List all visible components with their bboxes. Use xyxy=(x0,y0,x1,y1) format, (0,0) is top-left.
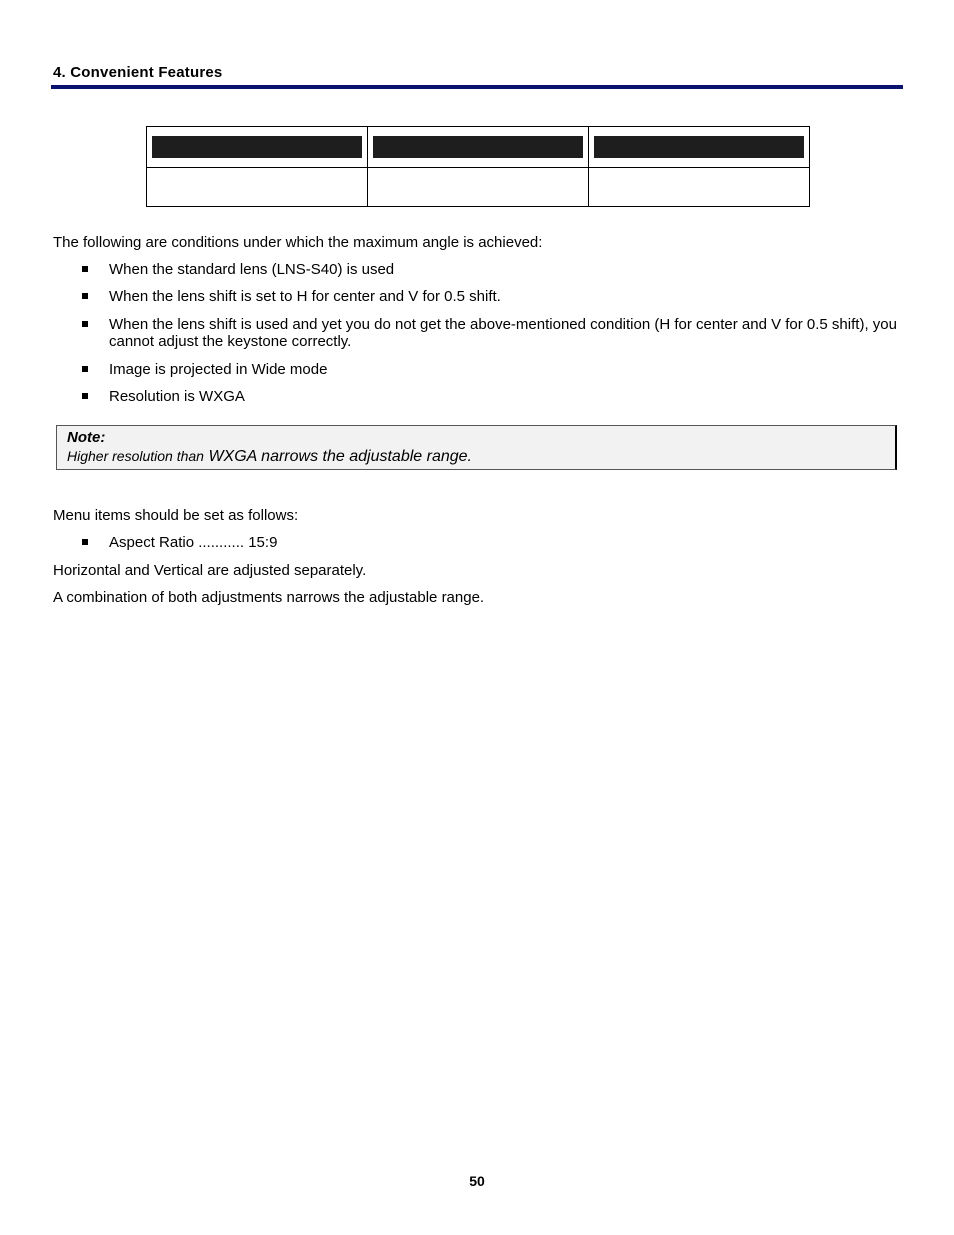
note-box xyxy=(56,425,897,470)
bullet-icon xyxy=(82,366,88,372)
menu-line-combination: A combination of both adjustments narrows the adjustable range. xyxy=(53,589,485,606)
table-cell xyxy=(368,168,589,207)
table-cell xyxy=(147,168,368,207)
table-header-cell xyxy=(147,127,368,168)
note-text-part1: Higher resolution than xyxy=(67,448,204,464)
condition-item: When the lens shift is used and yet you do not get the above-mentioned condition (H for center and V for 0.5 shift), you cannot adjust the keystone correctly. xyxy=(109,316,897,350)
table-header-row xyxy=(147,127,810,168)
note-text-part2: WXGA narrows the adjustable range. xyxy=(208,448,472,465)
page-number: 50 xyxy=(469,1173,485,1189)
note-text xyxy=(67,448,472,466)
bullet-icon xyxy=(82,393,88,399)
condition-item: Resolution is WXGA xyxy=(109,388,245,405)
table-header-cell xyxy=(589,127,810,168)
menu-intro: Menu items should be set as follows: xyxy=(53,507,299,524)
condition-item: When the lens shift is set to H for center and V for 0.5 shift. xyxy=(109,288,501,305)
menu-item: Aspect Ratio ........... 15:9 xyxy=(109,534,278,551)
section-title: 4. Convenient Features xyxy=(53,64,223,81)
bullet-icon xyxy=(82,266,88,272)
table-header-cell xyxy=(368,127,589,168)
menu-line-horizontal-vertical: Horizontal and Vertical are adjusted separately. xyxy=(53,562,367,579)
conditions-intro: The following are conditions under which the maximum angle is achieved: xyxy=(53,234,543,251)
bullet-icon xyxy=(82,321,88,327)
header-cell-fill xyxy=(152,136,362,158)
bullet-icon xyxy=(82,539,88,545)
bullet-icon xyxy=(82,293,88,299)
condition-item: When the standard lens (LNS-S40) is used xyxy=(109,261,395,278)
header-cell-fill xyxy=(373,136,583,158)
table-row xyxy=(147,168,810,207)
table-cell xyxy=(589,168,810,207)
header-cell-fill xyxy=(594,136,804,158)
condition-item: Image is projected in Wide mode xyxy=(109,361,328,378)
title-rule xyxy=(51,85,903,89)
note-label: Note: xyxy=(67,429,106,446)
spec-table xyxy=(146,126,810,207)
